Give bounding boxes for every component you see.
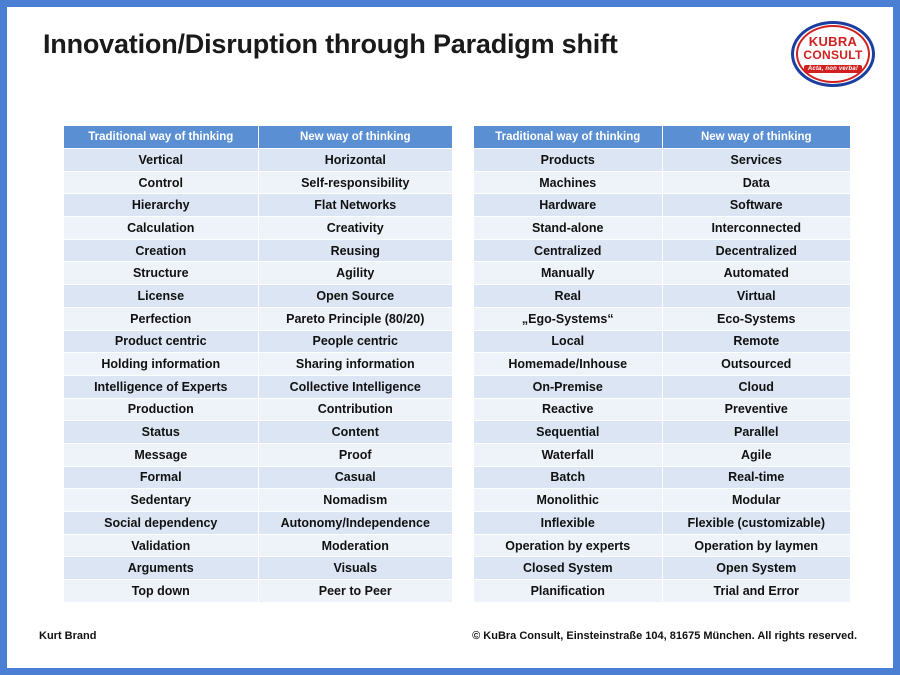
cell-traditional: On-Premise [474, 375, 663, 398]
cell-new: Pareto Principle (80/20) [258, 307, 453, 330]
logo-tagline: Acta, non verba! [804, 65, 862, 73]
table-row [64, 217, 453, 240]
table-row [474, 239, 851, 262]
cell-traditional: Sequential [474, 421, 663, 444]
logo-line1: KUBRA [808, 34, 858, 49]
cell-new: Open Source [258, 285, 453, 308]
table-row [474, 149, 851, 172]
table-row [474, 262, 851, 285]
cell-new: Operation by laymen [662, 534, 851, 557]
cell-new: Trial and Error [662, 580, 851, 603]
cell-new: Cloud [662, 375, 851, 398]
cell-traditional: Machines [474, 171, 663, 194]
cell-new: Virtual [662, 285, 851, 308]
cell-traditional: Monolithic [474, 489, 663, 512]
table-row [64, 421, 453, 444]
cell-traditional: Hardware [474, 194, 663, 217]
logo-line2: CONSULT [803, 48, 863, 62]
footer-author: Kurt Brand [39, 630, 97, 642]
table-row [474, 171, 851, 194]
cell-new: Sharing information [258, 353, 453, 376]
table-row [64, 443, 453, 466]
table-row [64, 262, 453, 285]
table-row [64, 353, 453, 376]
table-row [64, 285, 453, 308]
cell-traditional: Control [64, 171, 259, 194]
cell-traditional: Arguments [64, 557, 259, 580]
table-row [474, 398, 851, 421]
cell-traditional: Operation by experts [474, 534, 663, 557]
cell-traditional: Structure [64, 262, 259, 285]
cell-new: Eco-Systems [662, 307, 851, 330]
cell-new: Agile [662, 443, 851, 466]
cell-new: People centric [258, 330, 453, 353]
cell-new: Content [258, 421, 453, 444]
table-row [64, 557, 453, 580]
table-row [474, 217, 851, 240]
column-header-new: New way of thinking [662, 126, 851, 149]
table-row [474, 512, 851, 535]
cell-new: Decentralized [662, 239, 851, 262]
cell-new: Outsourced [662, 353, 851, 376]
cell-traditional: Batch [474, 466, 663, 489]
table-row [64, 171, 453, 194]
cell-new: Modular [662, 489, 851, 512]
cell-traditional: Sedentary [64, 489, 259, 512]
cell-new: Agility [258, 262, 453, 285]
cell-traditional: „Ego-Systems“ [474, 307, 663, 330]
cell-traditional: Centralized [474, 239, 663, 262]
table-row [474, 580, 851, 603]
cell-traditional: Products [474, 149, 663, 172]
cell-new: Real-time [662, 466, 851, 489]
cell-traditional: Homemade/Inhouse [474, 353, 663, 376]
table-row [474, 557, 851, 580]
cell-traditional: License [64, 285, 259, 308]
cell-traditional: Intelligence of Experts [64, 375, 259, 398]
cell-traditional: Manually [474, 262, 663, 285]
table-row [64, 375, 453, 398]
cell-traditional: Waterfall [474, 443, 663, 466]
column-header-new: New way of thinking [258, 126, 453, 149]
cell-new: Automated [662, 262, 851, 285]
table-row [64, 194, 453, 217]
right-table-body [474, 149, 851, 603]
cell-new: Collective Intelligence [258, 375, 453, 398]
cell-new: Peer to Peer [258, 580, 453, 603]
table-row [64, 239, 453, 262]
cell-new: Remote [662, 330, 851, 353]
table-row [474, 330, 851, 353]
cell-traditional: Holding information [64, 353, 259, 376]
cell-traditional: Inflexible [474, 512, 663, 535]
cell-traditional: Reactive [474, 398, 663, 421]
table-row [64, 398, 453, 421]
cell-traditional: Local [474, 330, 663, 353]
left-table [63, 125, 453, 603]
cell-traditional: Planification [474, 580, 663, 603]
cell-traditional: Social dependency [64, 512, 259, 535]
page-title: Innovation/Disruption through Paradigm shift [43, 29, 618, 59]
cell-traditional: Closed System [474, 557, 663, 580]
table-row [64, 330, 453, 353]
footer-copyright: © KuBra Consult, Einsteinstraße 104, 81675 München. All rights reserved. [472, 630, 857, 642]
cell-new: Flat Networks [258, 194, 453, 217]
table-row [474, 421, 851, 444]
cell-traditional: Formal [64, 466, 259, 489]
cell-new: Data [662, 171, 851, 194]
cell-new: Contribution [258, 398, 453, 421]
cell-traditional: Real [474, 285, 663, 308]
table-row [474, 307, 851, 330]
cell-new: Autonomy/Independence [258, 512, 453, 535]
table-row [64, 307, 453, 330]
cell-new: Proof [258, 443, 453, 466]
table-row [474, 534, 851, 557]
cell-new: Flexible (customizable) [662, 512, 851, 535]
cell-traditional: Vertical [64, 149, 259, 172]
cell-traditional: Production [64, 398, 259, 421]
cell-traditional: Hierarchy [64, 194, 259, 217]
cell-new: Self-responsibility [258, 171, 453, 194]
cell-new: Preventive [662, 398, 851, 421]
cell-traditional: Calculation [64, 217, 259, 240]
cell-traditional: Top down [64, 580, 259, 603]
right-table [473, 125, 851, 603]
table-header-row [64, 126, 453, 149]
table-row [474, 353, 851, 376]
cell-new: Software [662, 194, 851, 217]
cell-new: Horizontal [258, 149, 453, 172]
cell-new: Creativity [258, 217, 453, 240]
logo [791, 21, 875, 87]
cell-new: Interconnected [662, 217, 851, 240]
cell-new: Open System [662, 557, 851, 580]
left-table-body [64, 149, 453, 603]
logo-inner-ring [796, 25, 870, 83]
cell-new: Reusing [258, 239, 453, 262]
table-row [64, 534, 453, 557]
table-row [64, 149, 453, 172]
table-header-row [474, 126, 851, 149]
cell-new: Services [662, 149, 851, 172]
table-row [474, 375, 851, 398]
table-row [474, 489, 851, 512]
column-header-traditional: Traditional way of thinking [474, 126, 663, 149]
table-row [474, 443, 851, 466]
table-row [64, 489, 453, 512]
cell-new: Moderation [258, 534, 453, 557]
table-row [64, 580, 453, 603]
column-header-traditional: Traditional way of thinking [64, 126, 259, 149]
cell-traditional: Product centric [64, 330, 259, 353]
cell-new: Casual [258, 466, 453, 489]
comparison-tables [7, 125, 900, 603]
cell-traditional: Validation [64, 534, 259, 557]
table-row [474, 285, 851, 308]
cell-new: Nomadism [258, 489, 453, 512]
cell-traditional: Creation [64, 239, 259, 262]
cell-traditional: Perfection [64, 307, 259, 330]
table-row [64, 466, 453, 489]
cell-traditional: Message [64, 443, 259, 466]
table-row [474, 466, 851, 489]
cell-traditional: Stand-alone [474, 217, 663, 240]
cell-new: Parallel [662, 421, 851, 444]
cell-traditional: Status [64, 421, 259, 444]
table-row [474, 194, 851, 217]
cell-new: Visuals [258, 557, 453, 580]
table-row [64, 512, 453, 535]
